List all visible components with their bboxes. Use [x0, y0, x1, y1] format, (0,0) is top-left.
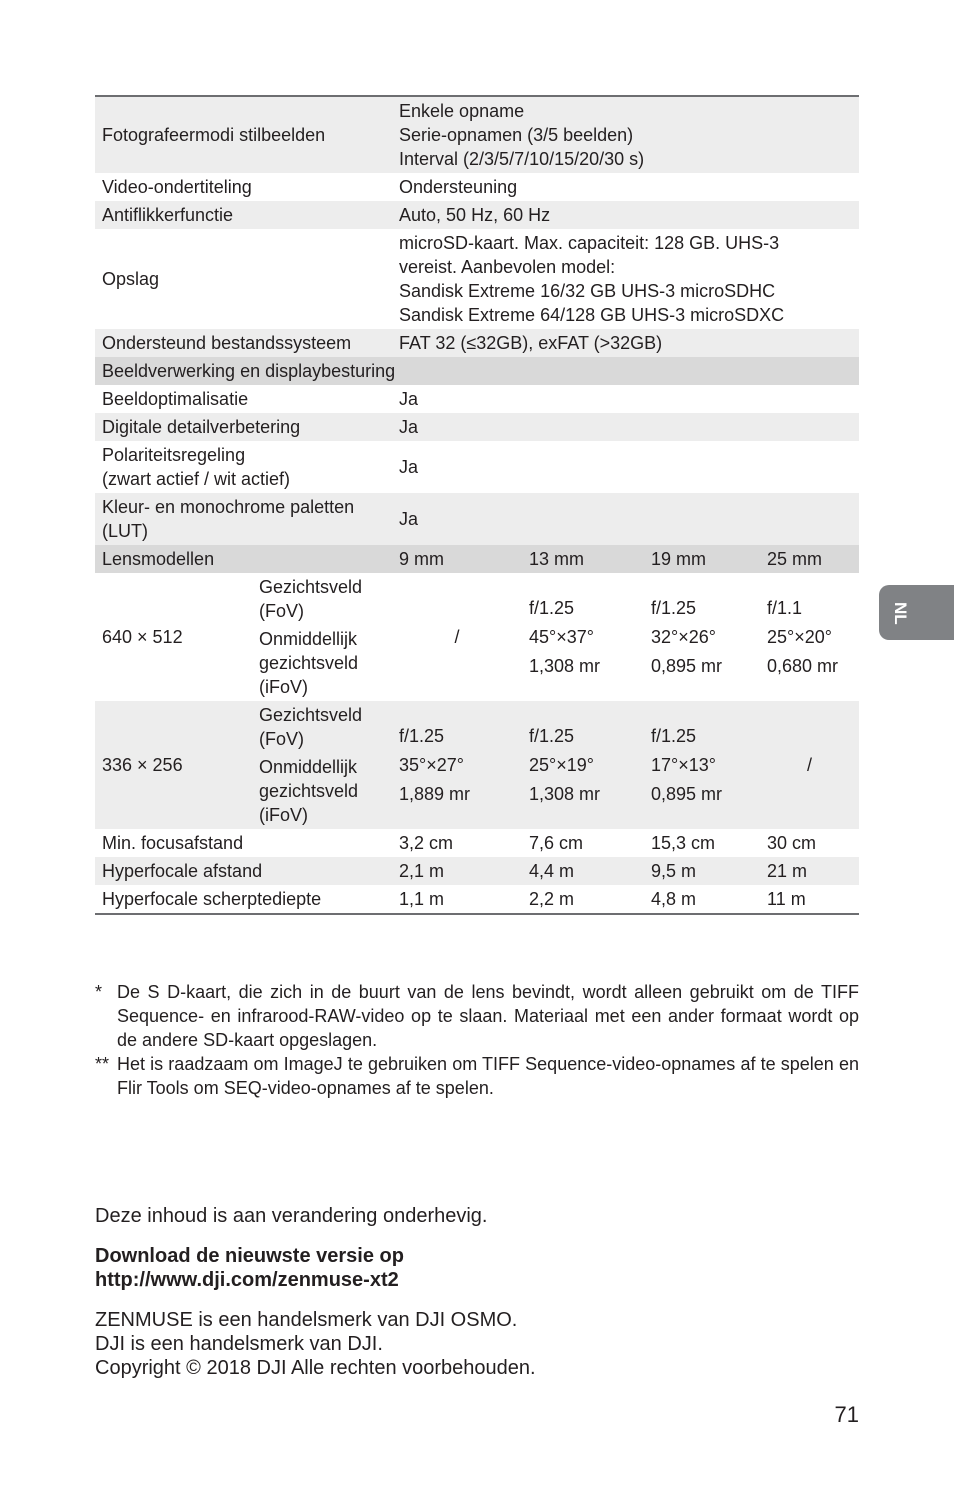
fov-labels [252, 701, 392, 829]
ifov-label-line: gezichtsveld [259, 781, 359, 801]
lens-value: 2,2 m [529, 889, 575, 909]
lens-header [95, 545, 859, 573]
resolution-label: 640 × 512 [102, 627, 183, 647]
lens-resolution-row [95, 701, 859, 829]
spec-label-line: Kleur- en monochrome paletten [102, 497, 355, 517]
lens-value: 30 cm [767, 833, 817, 853]
lens-column-header: 19 mm [644, 545, 760, 573]
spec-label [95, 441, 392, 493]
download-link[interactable]: http://www.dji.com/zenmuse-xt2 [95, 1269, 399, 1291]
download-notice [95, 1244, 859, 1292]
lens-spec-row [95, 829, 859, 857]
spec-value [392, 201, 859, 229]
lens-value-line: 45°×37° [529, 626, 594, 647]
lens-value [522, 701, 644, 829]
spec-label: Fotografeermodi stilbeelden [95, 96, 392, 173]
closing-notes [95, 1204, 859, 1380]
spec-value: Ja [399, 389, 419, 409]
fov-label-line: Gezichtsveld [259, 705, 363, 725]
spec-label-line: (LUT) [102, 521, 148, 541]
fov-label-line: (FoV) [259, 729, 304, 749]
footnote-text: Het is raadzaam om ImageJ te gebruiken om TIFF Sequence-video-opnames af te spelen en Flir Tools om SEQ-video-opnames af te spelen. [117, 1054, 859, 1098]
spec-value-line: vereist. Aanbevolen model: [399, 257, 616, 277]
resolution-label: 336 × 256 [95, 701, 252, 829]
lens-value-line: 0,680 mr [767, 655, 839, 676]
spec-value: Ja [392, 413, 859, 441]
lens-column-header: 9 mm [392, 545, 522, 573]
spec-row [95, 413, 859, 441]
spec-value-line: Ondersteuning [399, 177, 518, 197]
lens-value-line: 1,308 mr [529, 655, 601, 676]
lens-value-line: 1,889 mr [399, 783, 471, 804]
lens-value [644, 701, 760, 829]
footnotes [95, 980, 859, 1100]
lens-spec-row [95, 885, 859, 914]
spec-label: Opslag [102, 269, 160, 289]
lens-value: 15,3 cm [651, 833, 716, 853]
lens-value: 1,1 m [399, 889, 445, 909]
spec-value: Ja [392, 493, 859, 545]
spec-label: Min. focusafstand [102, 833, 244, 853]
spec-row [95, 329, 859, 357]
fov-label-line: Gezichtsveld [259, 577, 363, 597]
lens-value-line: 17°×13° [651, 754, 716, 775]
spec-value-line: Auto, 50 Hz, 60 Hz [399, 205, 551, 225]
spec-row [95, 201, 859, 229]
spec-value [392, 173, 859, 201]
spec-label [95, 413, 392, 441]
spec-value-line: Serie-opnamen (3/5 beelden) [399, 125, 634, 145]
spec-row [95, 441, 859, 493]
lens-value: 9,5 m [644, 857, 760, 885]
spec-row [95, 385, 859, 413]
lens-spec-row [95, 857, 859, 885]
footnote-mark: * [95, 982, 103, 1002]
lens-value: 4,8 m [651, 889, 697, 909]
lens-resolution-row [95, 573, 859, 701]
ifov-label-line: (iFoV) [259, 805, 308, 825]
lens-value-line: f/1.25 [529, 725, 575, 746]
lens-value: / [454, 627, 460, 647]
spec-row [95, 96, 859, 173]
lens-value [760, 573, 859, 701]
spec-value: Ja [399, 457, 419, 477]
trademark-line: ZENMUSE is een handelsmerk van DJI OSMO. [95, 1309, 518, 1331]
spec-value-line: Sandisk Extreme 64/128 GB UHS-3 microSDXC [399, 305, 785, 325]
spec-row [95, 229, 859, 329]
footnote [95, 1052, 859, 1100]
spec-value [392, 229, 859, 329]
lens-value-line: f/1.25 [651, 725, 697, 746]
lens-value [522, 573, 644, 701]
spec-label-line: (zwart actief / wit actief) [102, 469, 291, 489]
section-header [95, 357, 859, 385]
spec-value-line: Enkele opname [399, 101, 525, 121]
section-title: Lensmodellen [95, 545, 392, 573]
spec-row [95, 173, 859, 201]
ifov-label-line: gezichtsveld [259, 653, 359, 673]
spec-label-line: Digitale detailverbetering [102, 417, 301, 437]
spec-value-line: microSD-kaart. Max. capaciteit: 128 GB. UHS-3 [399, 233, 780, 253]
lens-column-header: 13 mm [522, 545, 644, 573]
lens-value: / [760, 701, 859, 829]
lens-value: 3,2 cm [399, 833, 454, 853]
ifov-label-line: Onmiddellijk [259, 757, 358, 777]
lens-value-line: f/1.25 [651, 597, 697, 618]
fov-labels [252, 573, 392, 701]
trademark-line: DJI is een handelsmerk van DJI. [95, 1333, 383, 1355]
spec-value [392, 329, 859, 357]
spec-label: Hyperfocale afstand [95, 857, 392, 885]
spec-label: Hyperfocale scherptediepte [102, 889, 322, 909]
trademark-notice [95, 1308, 859, 1380]
lens-value-line: 0,895 mr [651, 783, 723, 804]
spec-value-line: Sandisk Extreme 16/32 GB UHS-3 microSDHC [399, 281, 776, 301]
lens-value-line: 32°×26° [651, 626, 716, 647]
spec-value-line: FAT 32 (≤32GB), exFAT (>32GB) [399, 333, 663, 353]
language-tab [879, 585, 954, 640]
lens-value: 11 m [767, 889, 806, 909]
copyright-line: Copyright © 2018 DJI Alle rechten voorbehouden. [95, 1357, 536, 1379]
download-text: Download de nieuwste versie op [95, 1245, 404, 1267]
spec-label-line: Beeldoptimalisatie [102, 389, 249, 409]
lens-value-line: 25°×19° [529, 754, 594, 775]
fov-label-line: (FoV) [259, 601, 304, 621]
ifov-label-line: Onmiddellijk [259, 629, 358, 649]
spec-row [95, 493, 859, 545]
lens-value [644, 573, 760, 701]
footnote [95, 980, 859, 1052]
spec-value [392, 96, 859, 173]
lens-value-line: 25°×20° [767, 626, 832, 647]
section-title: Beeldverwerking en displaybesturing [95, 357, 859, 385]
footnote-mark: ** [95, 1054, 110, 1074]
spec-table [95, 95, 859, 915]
spec-label: Ondersteund bestandssysteem [95, 329, 392, 357]
lens-value: 2,1 m [392, 857, 522, 885]
lens-value-line: 0,895 mr [651, 655, 723, 676]
change-notice: Deze inhoud is aan verandering onderhevig. [95, 1205, 488, 1227]
language-tab-label: NL [891, 602, 910, 625]
spec-value-line: Interval (2/3/5/7/10/15/20/30 s) [399, 149, 645, 169]
spec-label [95, 493, 392, 545]
lens-column-header: 25 mm [760, 545, 859, 573]
footnote-text: De S D-kaart, die zich in de buurt van de lens bevindt, wordt alleen gebruikt om de TIFF Sequence- en infrarood-RAW-video op te slaan. Materiaal met een ander formaat wordt op de andere SD-kaart opgeslagen. [117, 982, 859, 1050]
page-number: 71 [834, 1402, 859, 1427]
lens-value-line: 1,308 mr [529, 783, 601, 804]
lens-value-line: 35°×27° [399, 754, 464, 775]
ifov-label-line: (iFoV) [259, 677, 308, 697]
spec-label: Antiflikkerfunctie [95, 201, 392, 229]
lens-value: 4,4 m [522, 857, 644, 885]
spec-label: Video-ondertiteling [102, 177, 252, 197]
lens-value: 7,6 cm [529, 833, 584, 853]
lens-value-line: f/1.25 [399, 725, 445, 746]
spec-page [95, 95, 859, 915]
spec-label-line: Polariteitsregeling [102, 445, 246, 465]
lens-value: 21 m [760, 857, 859, 885]
lens-value [392, 701, 522, 829]
lens-value-line: f/1.25 [529, 597, 575, 618]
lens-value-line: f/1.1 [767, 597, 803, 618]
spec-label [95, 385, 392, 413]
